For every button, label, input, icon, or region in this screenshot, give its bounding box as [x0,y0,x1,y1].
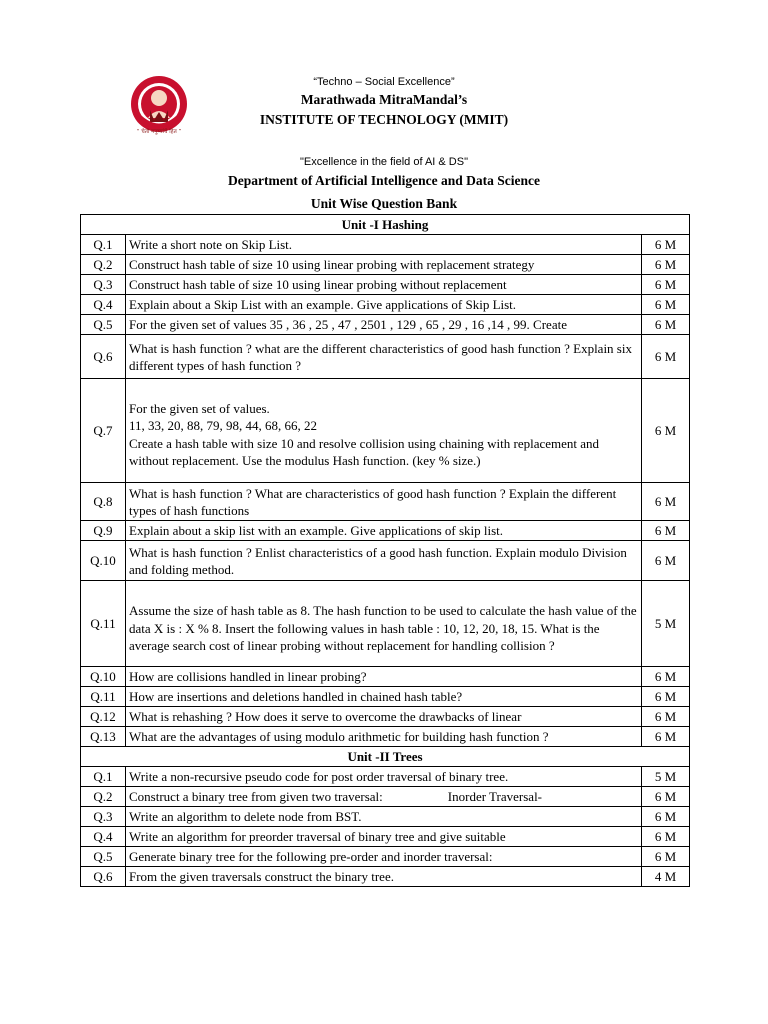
question-text: Construct hash table of size 10 using linear probing without replacement [126,275,642,295]
question-row [81,315,690,335]
question-row [81,847,690,867]
question-number: Q.2 [81,255,126,275]
question-number: Q.3 [81,275,126,295]
question-marks: 6 M [642,707,690,727]
question-marks: 5 M [642,581,690,667]
question-text: For the given set of values. 11, 33, 20, 88, 79, 98, 44, 68, 66, 22 Create a hash table with size 10 and resolve collision using chaining with replacement and without replacement. Use the modulus Hash function. (key % size.) [126,379,642,483]
institute-tagline: “Techno – Social Excellence” [313,76,455,88]
question-marks: 6 M [642,667,690,687]
question-row [81,867,690,887]
question-row [81,541,690,581]
question-number: Q.13 [81,727,126,747]
document-header [0,0,768,215]
question-row [81,295,690,315]
question-number: Q.12 [81,707,126,727]
question-number: Q.1 [81,235,126,255]
question-row [81,807,690,827]
question-text: What is hash function ? What are characteristics of good hash function ? Explain the different types of hash functions [126,483,642,521]
question-number: Q.10 [81,667,126,687]
question-text: Explain about a skip list with an example. Give applications of skip list. [126,521,642,541]
unit-title: Unit -II Trees [81,747,690,767]
question-text: What is hash function ? what are the different characteristics of good hash function ? Explain six different types of hash function ? [126,335,642,379]
question-text: Construct hash table of size 10 using linear probing with replacement strategy [126,255,642,275]
institute-name: INSTITUTE OF TECHNOLOGY (MMIT) [259,112,509,127]
question-number: Q.6 [81,335,126,379]
organization-name: Marathwada MitraMandal’s [300,92,468,107]
unit-header-row [81,215,690,235]
question-text: For the given set of values 35 , 36 , 25 , 47 , 2501 , 129 , 65 , 29 , 16 ,14 , 99. Create [126,315,642,335]
question-marks: 6 M [642,787,690,807]
question-number: Q.11 [81,687,126,707]
question-row [81,687,690,707]
question-marks: 6 M [642,235,690,255]
question-number: Q.1 [81,767,126,787]
question-row [81,707,690,727]
question-marks: 6 M [642,541,690,581]
question-number: Q.9 [81,521,126,541]
question-number: Q.4 [81,827,126,847]
question-text: Write an algorithm to delete node from BST. [126,807,642,827]
question-text: Construct a binary tree from given two traversal: Inorder Traversal- [126,787,642,807]
question-text: Generate binary tree for the following pre-order and inorder traversal: [126,847,642,867]
question-text: How are collisions handled in linear probing? [126,667,642,687]
question-marks: 6 M [642,827,690,847]
question-marks: 5 M [642,767,690,787]
question-bank-table [80,214,690,887]
question-row [81,235,690,255]
question-marks: 6 M [642,847,690,867]
question-text: How are insertions and deletions handled in chained hash table? [126,687,642,707]
question-marks: 6 M [642,521,690,541]
unit-title: Unit -I Hashing [81,215,690,235]
question-text: Assume the size of hash table as 8. The hash function to be used to calculate the hash value of the data X is : X % 8. Insert the following values in hash table : 10, 12, 20, 18, 15. What is the average search cost of linear probing without replacement for handling collision ? [126,581,642,667]
question-row [81,379,690,483]
department-motto: "Excellence in the field of AI & DS" [299,156,468,168]
question-row [81,483,690,521]
question-marks: 6 M [642,255,690,275]
question-row [81,827,690,847]
logo-caption: “ चेतो मनुष्यांचे हित ” [136,129,182,135]
question-marks: 6 M [642,335,690,379]
question-row [81,581,690,667]
question-marks: 6 M [642,483,690,521]
question-text: Write a non-recursive pseudo code for post order traversal of binary tree. [126,767,642,787]
question-row [81,727,690,747]
question-number: Q.5 [81,847,126,867]
department-name: Department of Artificial Intelligence and Data Science [228,173,540,188]
question-number: Q.3 [81,807,126,827]
question-row [81,335,690,379]
question-number: Q.8 [81,483,126,521]
question-marks: 6 M [642,379,690,483]
question-row [81,255,690,275]
question-row [81,275,690,295]
question-marks: 6 M [642,275,690,295]
question-marks: 6 M [642,727,690,747]
document-title: Unit Wise Question Bank [310,196,458,211]
question-text: What is rehashing ? How does it serve to overcome the drawbacks of linear [126,707,642,727]
question-number: Q.5 [81,315,126,335]
question-number: Q.6 [81,867,126,887]
question-row [81,667,690,687]
question-row [81,767,690,787]
unit-header-row [81,747,690,767]
question-marks: 6 M [642,315,690,335]
question-row [81,521,690,541]
question-text: Write an algorithm for preorder traversal of binary tree and give suitable [126,827,642,847]
question-text: What is hash function ? Enlist characteristics of a good hash function. Explain modulo Division and folding method. [126,541,642,581]
question-text: What are the advantages of using modulo arithmetic for building hash function ? [126,727,642,747]
question-number: Q.4 [81,295,126,315]
question-text: Write a short note on Skip List. [126,235,642,255]
question-marks: 6 M [642,687,690,707]
question-marks: 6 M [642,807,690,827]
question-number: Q.2 [81,787,126,807]
question-number: Q.11 [81,581,126,667]
question-number: Q.7 [81,379,126,483]
question-text: Explain about a Skip List with an example. Give applications of Skip List. [126,295,642,315]
question-marks: 4 M [642,867,690,887]
question-number: Q.10 [81,541,126,581]
question-marks: 6 M [642,295,690,315]
question-text: From the given traversals construct the binary tree. [126,867,642,887]
question-row [81,787,690,807]
